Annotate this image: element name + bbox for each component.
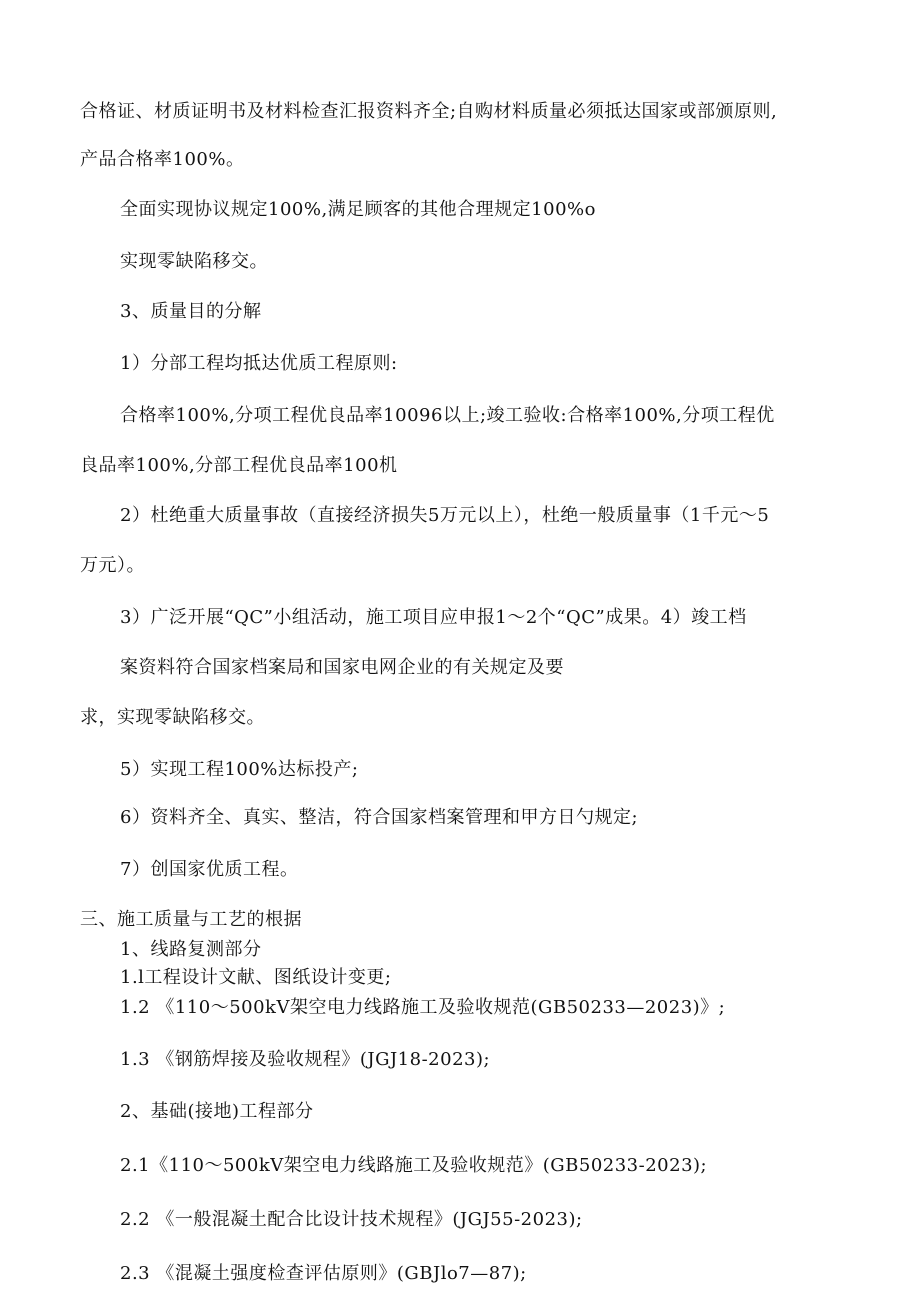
paragraph-line: 合格证、材质证明书及材料检查汇报资料齐全;自购材料质量必须抵达国家或部颁原则, <box>80 101 778 122</box>
list-item: 7）创国家优质工程。 <box>120 859 299 880</box>
paragraph-line: 良品率100%,分部工程优良品率100机 <box>80 455 398 476</box>
paragraph-line: 产品合格率100%。 <box>80 149 245 170</box>
paragraph-line: 案资料符合国家档案局和国家电网企业的有关规定及要 <box>120 657 564 678</box>
list-item: 1）分部工程均抵达优质工程原则: <box>120 353 398 374</box>
paragraph-line: 合格率100%,分项工程优良品率10096以上;竣工验收:合格率100%,分项工程优 <box>120 405 775 426</box>
list-item: 2）杜绝重大质量事故（直接经济损失5万元以上），杜绝一般质量事（1千元～5 <box>120 505 770 526</box>
subsection-heading: 2、基础(接地)工程部分 <box>120 1101 314 1122</box>
subsection-heading: 1、线路复测部分 <box>120 939 262 960</box>
list-item: 6）资料齐全、真实、整洁，符合国家档案管理和甲方日勺规定; <box>120 807 639 828</box>
paragraph-line: 求，实现零缺陷移交。 <box>80 707 265 728</box>
reference-item: 1.3 《钢筋焊接及验收规程》(JGJ18-2023); <box>120 1049 491 1070</box>
list-item: 3）广泛开展“QC”小组活动，施工项目应申报1～2个“QC”成果。4）竣工档 <box>120 607 747 628</box>
paragraph-line: 万元）。 <box>80 555 145 576</box>
reference-item: 2.1《110～500kV架空电力线路施工及验收规范》(GB50233-2023); <box>120 1155 708 1176</box>
list-item: 5）实现工程100%达标投产; <box>120 759 359 780</box>
reference-item: 2.3 《混凝土强度检查评估原则》(GBJlo7—87); <box>120 1263 527 1284</box>
paragraph-line: 实现零缺陷移交。 <box>120 251 268 272</box>
reference-item: 1.l工程设计文献、图纸设计变更; <box>120 967 392 988</box>
paragraph-line: 全面实现协议规定100%,满足顾客的其他合理规定100%o <box>120 199 596 220</box>
reference-item: 1.2 《110～500kV架空电力线路施工及验收规范(GB50233—2023)》; <box>120 997 726 1018</box>
reference-item: 2.2 《一般混凝土配合比设计技术规程》(JGJ55-2023); <box>120 1209 583 1230</box>
section-heading: 三、施工质量与工艺的根据 <box>80 909 302 930</box>
section-heading: 3、质量目的分解 <box>120 301 262 322</box>
